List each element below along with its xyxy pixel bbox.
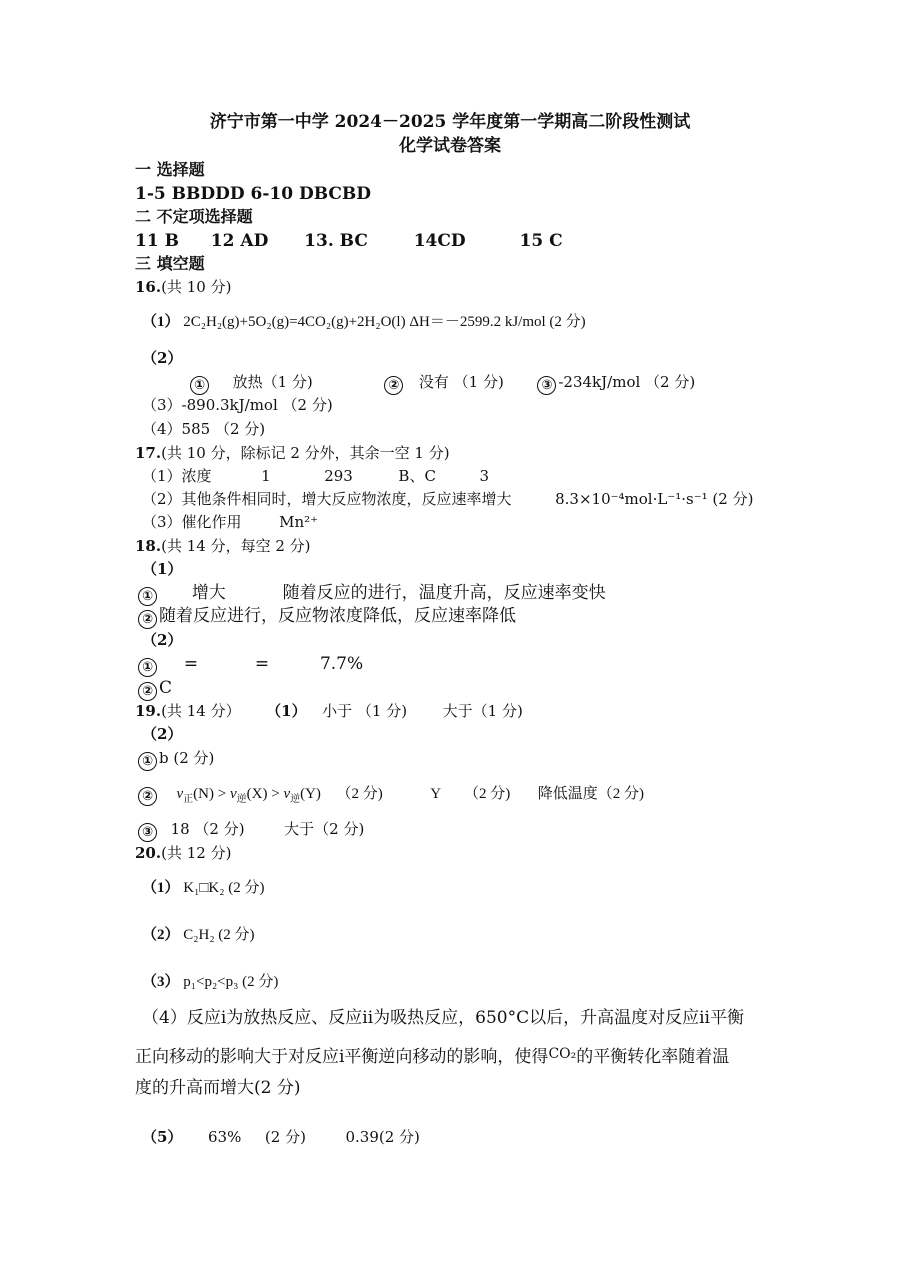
q17-part1 xyxy=(142,466,489,486)
q19-part2-answer3 xyxy=(138,819,364,842)
q18-part1-label: （1） xyxy=(142,560,183,578)
q20-part3 xyxy=(142,972,278,992)
rate-term: (Y) xyxy=(300,786,321,802)
answer-text: 没有 （1 分) xyxy=(418,373,504,391)
answer-11: 11 B xyxy=(135,231,179,251)
document-subtitle: 化学试卷答案 xyxy=(399,136,501,156)
rate-subscript: 逆 xyxy=(290,794,301,805)
q20-part4-line1: （4）反应i为放热反应、反应ii为吸热反应，650°C以后，升高温度对反应ii平衡 xyxy=(142,1008,744,1028)
circled-number-2: ② xyxy=(138,682,157,701)
q20-part2 xyxy=(142,925,255,945)
question-score: (共 14 分） xyxy=(161,702,241,720)
answer-13: 13. BC xyxy=(304,231,368,251)
q16-part1 xyxy=(142,312,586,332)
circled-number-3: ③ xyxy=(138,823,157,842)
answer-text: b (2 分) xyxy=(159,749,215,767)
q16-part2-label: （2） xyxy=(142,349,183,367)
score-text: (2 分) xyxy=(264,1128,306,1146)
answer-text: B、C xyxy=(398,467,436,485)
q20-part5 xyxy=(142,1127,420,1147)
answer-text: 降低温度（2 分) xyxy=(537,786,644,802)
q16-part2-answers xyxy=(190,372,695,395)
answer-14: 14CD xyxy=(413,231,466,251)
q18-part2-answer2 xyxy=(138,678,172,701)
part-label: （2） xyxy=(142,927,180,943)
circled-number-2: ② xyxy=(384,376,403,395)
answer-text: （2）其他条件相同时，增大反应物浓度，反应速率增大 xyxy=(142,490,512,508)
answer-text: 增大 xyxy=(191,583,226,603)
section-heading-fill-in: 三 填空题 xyxy=(135,254,205,273)
answer-text: 3 xyxy=(479,467,490,485)
answer-text: p₁<p₂<p₃ (2 分) xyxy=(183,974,279,990)
answer-text: -234kJ/mol （2 分) xyxy=(558,373,696,391)
rate-symbol: v xyxy=(283,786,291,802)
score-text: （2 分) xyxy=(463,786,511,802)
part-label: （1） xyxy=(142,880,180,896)
q18-part2-label: （2） xyxy=(142,631,183,649)
q18-part1-answer2 xyxy=(138,606,516,629)
rate-term: (X) > xyxy=(246,786,284,802)
section-heading-choice: 一 选择题 xyxy=(135,160,205,179)
answer-text: C₂H₂ (2 分) xyxy=(183,927,255,943)
co2-formula: CO₂ xyxy=(548,1046,577,1062)
answer-text: 随着反应的进行，温度升高，反应速率变快 xyxy=(282,583,606,603)
question-20-header xyxy=(135,843,231,863)
answer-15: 15 C xyxy=(519,231,563,251)
circled-number-1: ① xyxy=(190,376,209,395)
part-label: （1） xyxy=(266,702,307,720)
answer-text: 1 xyxy=(261,467,271,485)
question-score: (共 14 分，每空 2 分) xyxy=(161,537,311,555)
circled-number-2: ② xyxy=(138,787,157,806)
q16-part4: （4）585 （2 分) xyxy=(142,420,266,438)
q19-part2-answer2 xyxy=(138,784,644,810)
answer-text: 的平衡转化率随着温 xyxy=(576,1047,730,1067)
question-17-header xyxy=(135,443,450,463)
rate-symbol: v xyxy=(229,786,237,802)
rate-subscript: 逆 xyxy=(236,794,247,805)
answer-12: 12 AD xyxy=(210,231,269,251)
thermochemical-equation: 2C₂H₂(g)+5O₂(g)=4CO₂(g)+2H₂O(l) ΔH＝－2599.2 kJ/mol (2 分) xyxy=(183,314,586,330)
circled-number-1: ① xyxy=(138,587,157,606)
q19-part2-label: （2） xyxy=(142,725,183,743)
answer-text: 大于（1 分) xyxy=(442,702,523,720)
answer-text: 293 xyxy=(324,467,353,485)
question-score: (共 12 分) xyxy=(161,844,232,862)
answer-text: 大于（2 分) xyxy=(284,820,365,838)
choice-answers: 1-5 BBDDD 6-10 DBCBD xyxy=(135,184,372,204)
q16-part3: （3）-890.3kJ/mol （2 分) xyxy=(142,396,333,414)
answer-text: 7.7% xyxy=(319,654,364,674)
q19-part2-answer1 xyxy=(138,748,214,771)
answer-text: 随着反应进行，反应物浓度降低，反应速率降低 xyxy=(159,606,516,626)
section-heading-multi-choice: 二 不定项选择题 xyxy=(135,207,253,226)
answer-text: 正向移动的影响大于对反应i平衡逆向移动的影响，使得 xyxy=(135,1047,549,1067)
question-19-header xyxy=(135,701,523,721)
q18-part1-answer1 xyxy=(138,583,606,606)
rate-symbol: v xyxy=(176,786,184,802)
question-18-header xyxy=(135,536,311,556)
q20-part1 xyxy=(142,878,264,898)
circled-number-3: ③ xyxy=(537,376,556,395)
question-number: 16. xyxy=(135,278,162,296)
reaction-rate-value: 8.3×10⁻⁴mol·L⁻¹·s⁻¹ (2 分) xyxy=(555,490,754,508)
answer-text: = xyxy=(183,654,199,674)
answer-text: Y xyxy=(430,786,441,802)
answer-text: 63% xyxy=(208,1128,242,1146)
part-label: （5） xyxy=(142,1128,183,1146)
rate-term: (N) > xyxy=(193,786,230,802)
catalyst-ion: Mn²⁺ xyxy=(279,513,319,531)
q20-part4-line3: 度的升高而增大(2 分) xyxy=(135,1078,301,1098)
answer-text: （3）催化作用 xyxy=(142,513,242,531)
answer-text: 0.39(2 分) xyxy=(345,1128,420,1146)
question-number: 17. xyxy=(135,444,162,462)
answer-text: 18 （2 分) xyxy=(170,820,245,838)
question-number: 18. xyxy=(135,537,162,555)
question-score: (共 10 分，除标记 2 分外，其余一空 1 分) xyxy=(161,444,450,462)
answer-text: （1）浓度 xyxy=(142,467,212,485)
circled-number-2: ② xyxy=(138,610,157,629)
part-label: （3） xyxy=(142,974,180,990)
score-text: （2 分) xyxy=(336,786,383,802)
multi-choice-answers xyxy=(135,231,563,251)
circled-number-1: ① xyxy=(138,658,157,677)
q17-part2 xyxy=(142,489,753,509)
q17-part3 xyxy=(142,512,318,532)
answer-text: K₁□K₂ (2 分) xyxy=(183,880,265,896)
rate-subscript: 正 xyxy=(183,794,194,805)
part-label: （1） xyxy=(142,314,180,330)
answer-text: 放热（1 分) xyxy=(232,373,313,391)
document-title: 济宁市第一中学 2024－2025 学年度第一学期高二阶段性测试 xyxy=(209,112,691,132)
q20-part4-line2 xyxy=(135,1044,729,1067)
answer-text: C xyxy=(159,678,173,698)
answer-text: 小于 （1 分) xyxy=(322,702,408,720)
question-number: 20. xyxy=(135,844,162,862)
question-16-header xyxy=(135,277,231,297)
circled-number-1: ① xyxy=(138,752,157,771)
question-number: 19. xyxy=(135,702,162,720)
q18-part2-answer1 xyxy=(138,654,363,677)
answer-text: = xyxy=(254,654,270,674)
question-score: (共 10 分) xyxy=(161,278,232,296)
